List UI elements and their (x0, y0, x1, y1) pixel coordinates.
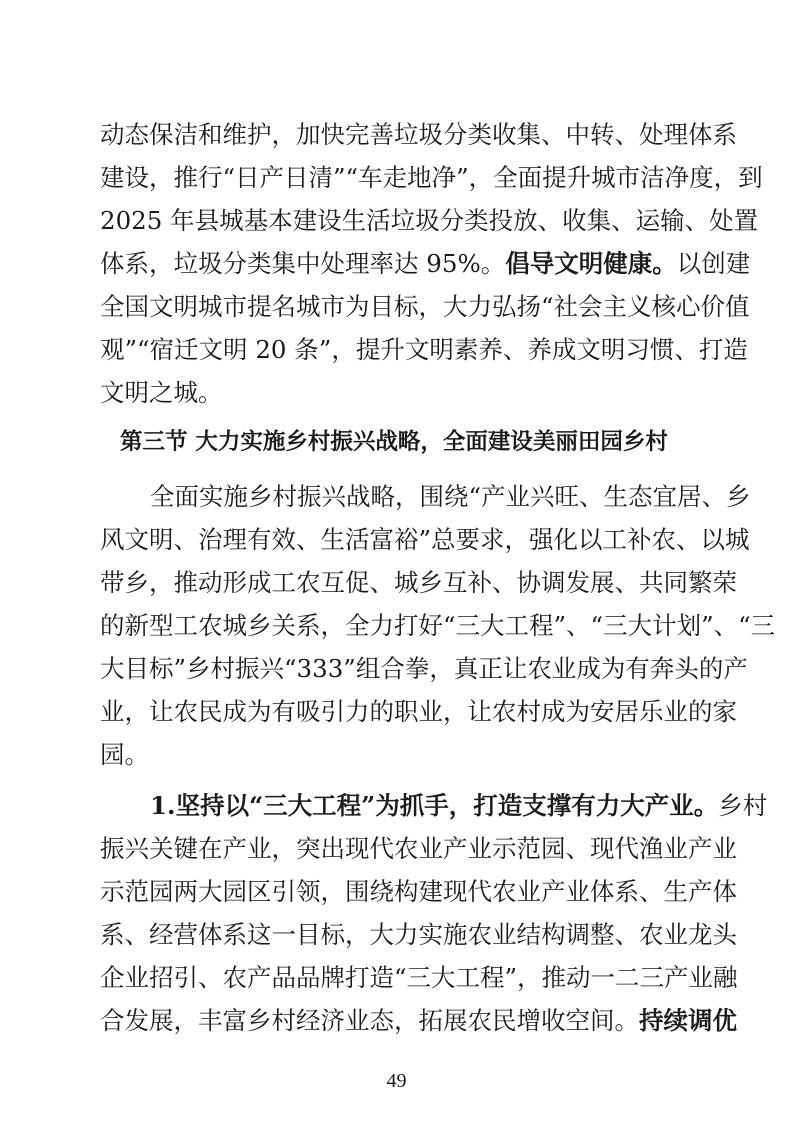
section-heading: 第三节 大力实施乡村振兴战略，全面建设美丽田园乡村 (120, 429, 668, 455)
page-number: 49 (386, 1070, 407, 1092)
paragraph-line: 2025 年县城基本建设生活垃圾分类投放、收集、运输、处置 (100, 206, 759, 235)
paragraph-line: 的新型工农城乡关系，全力打好“三大工程”、“三大计划”、“三 (100, 611, 776, 640)
paragraph-line: 带乡，推动形成工农互促、城乡互补、协调发展、共同繁荣 (100, 568, 737, 597)
paragraph-line: 业，让农民成为有吸引力的职业，让农村成为安居乐业的家 (100, 697, 737, 726)
bold-lead-phrase: 倡导文明健康。 (505, 249, 677, 278)
text-run: 合发展，丰富乡村经济业态，拓展农民增收空间。 (100, 1006, 639, 1035)
paragraph-line: 全国文明城市提名城市为目标，大力弘扬“社会主义核心价值 (100, 292, 750, 321)
bold-lead-phrase: 1.坚持以“三大工程”为抓手，打造支撑有力大产业。 (150, 791, 719, 820)
bold-lead-phrase: 持续调优 (639, 1006, 737, 1035)
paragraph-line: 风文明、治理有效、生活富裕”总要求，强化以工补农、以城 (100, 525, 750, 554)
text-run: 以创建 (676, 249, 751, 278)
paragraph-line: 大目标”乡村振兴“333”组合拳，真正让农业成为有奔头的产 (100, 654, 748, 683)
paragraph-line: 文明之城。 (100, 378, 223, 407)
paragraph-line: 园。 (100, 740, 149, 769)
paragraph-line: 观”“宿迁文明 20 条”，提升文明素养、养成文明习惯、打造 (100, 335, 748, 364)
paragraph-line (100, 242, 751, 285)
paragraph-line: 建设，推行“日产日清”“车走地净”，全面提升城市洁净度，到 (100, 163, 763, 192)
paragraph-line: 系、经营体系这一目标，大力实施农业结构调整、农业龙头 (100, 920, 737, 949)
paragraph-line: 示范园两大园区引领，围绕构建现代农业产业体系、生产体 (100, 877, 737, 906)
paragraph-line (150, 784, 768, 827)
text-run: 体系，垃圾分类集中处理率达 95%。 (100, 249, 506, 278)
paragraph-line: 动态保洁和维护，加快完善垃圾分类收集、中转、处理体系 (100, 120, 737, 149)
paragraph-line: 企业招引、农产品品牌打造“三大工程”，推动一二三产业融 (100, 963, 738, 992)
text-run: 乡村 (718, 791, 768, 820)
paragraph-line (100, 999, 737, 1042)
paragraph-line: 全面实施乡村振兴战略，围绕“产业兴旺、生态宜居、乡 (150, 482, 751, 511)
paragraph-line: 振兴关键在产业，突出现代农业产业示范园、现代渔业产业 (100, 834, 737, 863)
